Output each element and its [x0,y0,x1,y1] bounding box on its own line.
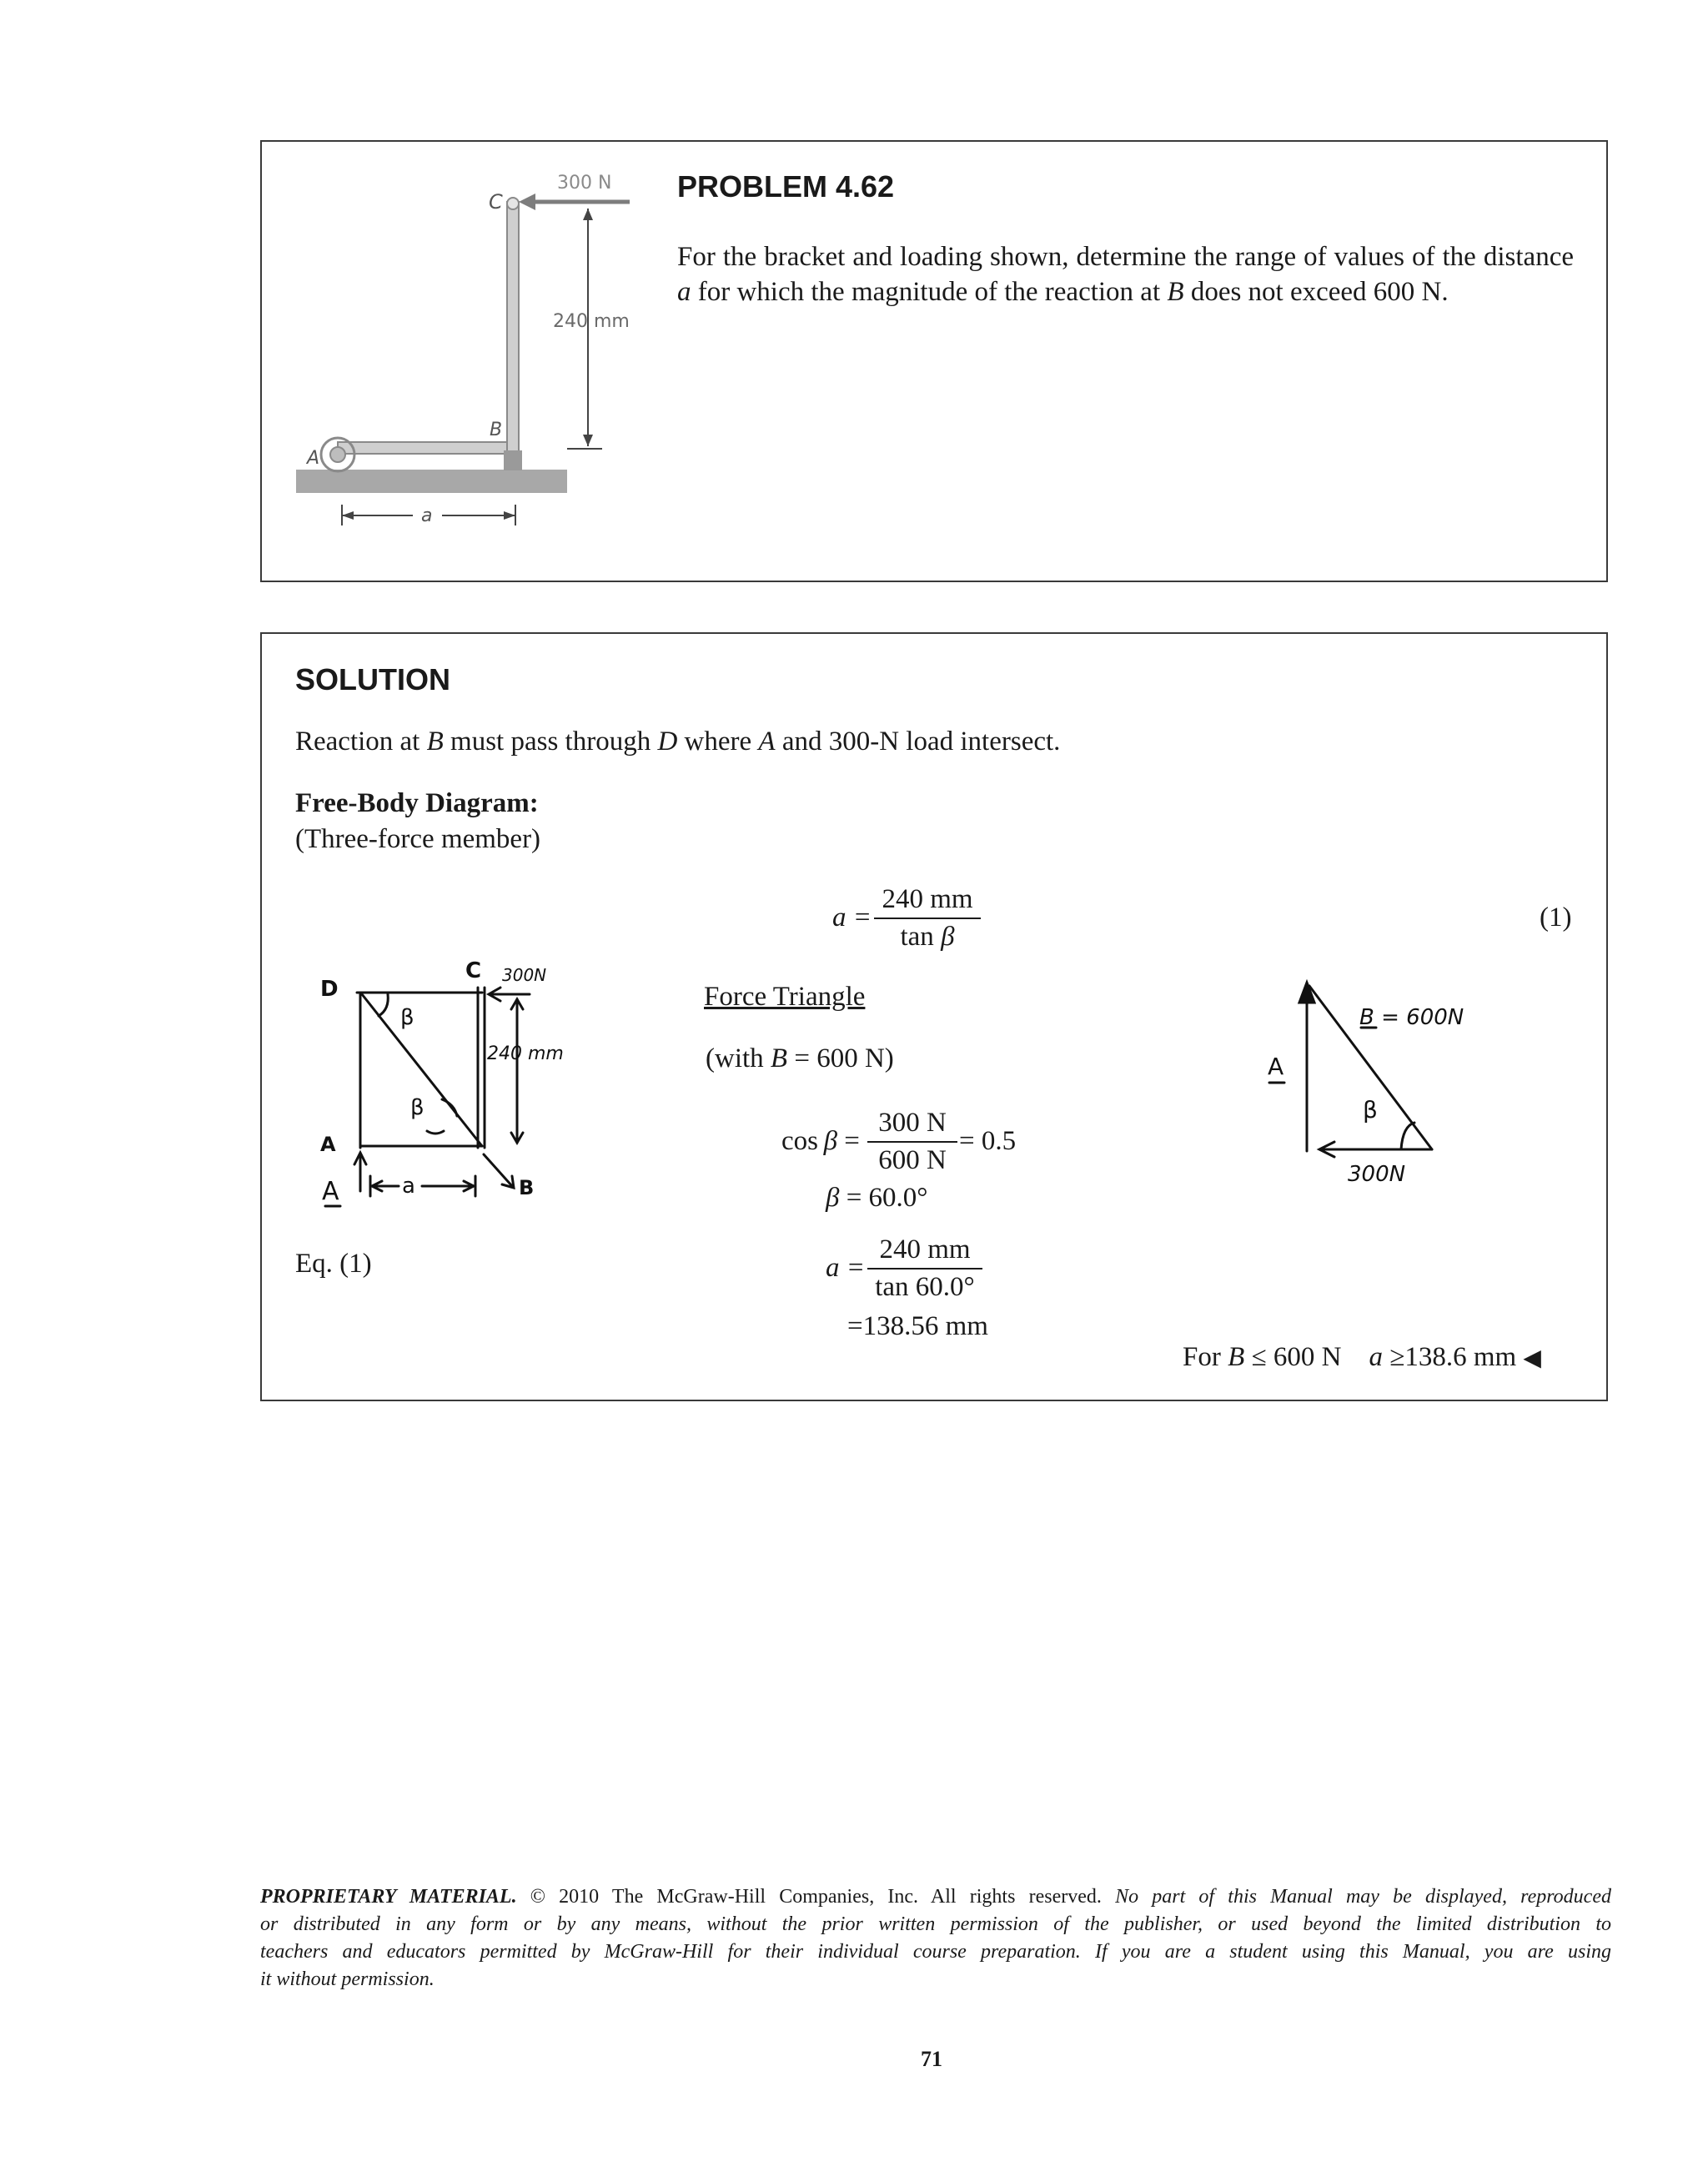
a-eq-num: 240 mm [867,1233,982,1269]
a-eq-a: a [826,1253,840,1283]
eq1-den-fn: tan [900,922,934,952]
final-a: a [1369,1342,1383,1372]
label-300n: 300 N [557,173,612,194]
beta-rhs: = 60.0° [846,1183,928,1213]
cos-num: 300 N [867,1106,957,1143]
eq1-lhs: a = [832,902,872,933]
fbd-b-vec: B [519,1176,535,1199]
final-pre: For [1183,1342,1228,1372]
a-eq-fraction [867,1233,982,1305]
cos-lhs: cos β = [781,1126,860,1156]
ground [296,470,567,493]
triangle-load: 300N [1348,1162,1406,1187]
eq1-fraction [874,882,981,954]
label-c: C [489,190,503,214]
fbd-d: D [320,977,339,1002]
text-segment: A [758,727,776,757]
a-eq-lhs: a = [826,1253,866,1283]
text-segment: for which the magnitude of the reaction at [691,277,1168,307]
final-mark-icon: ◀ [1523,1344,1541,1371]
cos-fn: cos [781,1126,818,1156]
fbd-c: C [465,958,482,983]
fbd-a-vec: A [322,1177,339,1206]
eq1-num: 240 mm [874,882,981,919]
vertical-arm [507,202,519,452]
text-segment: a [677,277,691,307]
footer-copyright: © 2010 The McGraw-Hill Companies, Inc. All rights reserved. [516,1886,1116,1908]
fbd-label: Free-Body Diagram: [295,788,539,818]
beta-eq [826,1183,928,1214]
reaction-statement-text [295,727,1060,757]
text-segment: D [657,727,678,757]
a-eq-den: tan 60.0° [875,1272,975,1302]
bracket-figure [292,167,659,559]
text-segment: must pass through [443,727,658,757]
pin-a-inner [330,447,345,462]
text-segment: B [1167,277,1184,307]
fbd-dim-a: a [402,1174,415,1199]
horizontal-arm [338,442,513,454]
fbd-a-point: A [320,1133,336,1156]
beta-var: β [826,1183,840,1213]
eq1-den [874,919,981,954]
label-b: B [490,420,503,440]
fbd-sub: (Three-force member) [295,824,541,854]
a-eq-result: =138.56 mm [847,1311,988,1341]
eq1-a: a [832,902,846,933]
text-segment: B [426,727,444,757]
fbd-sketch [309,958,584,1208]
text-segment: Reaction at [295,727,427,757]
footer-bold-lead: PROPRIETARY MATERIAL. [260,1886,517,1908]
label-a: A [307,448,320,469]
reaction-statement [295,724,1060,759]
triangle-a-label: A [1268,1053,1284,1080]
final-answer [1183,1340,1541,1375]
cos-rhs: = 0.5 [959,1126,1017,1156]
with-b-var: B [770,1043,788,1073]
solution-title: SOLUTION [295,662,450,696]
problem-statement-text [677,242,1574,307]
eq1-tag: (1) [1540,902,1572,933]
with-b-open: (with [706,1043,771,1073]
triangle-b-label: B = 600N [1359,1005,1464,1030]
final-ans: ≥138.6 mm [1382,1342,1517,1372]
footer-line4: it without permission. [260,1968,435,1990]
support-b [504,450,522,470]
fbd-beta2: β [410,1095,424,1120]
text-segment: where [677,727,759,757]
cos-den: 600 N [878,1145,947,1175]
with-b-condition [706,1041,894,1076]
with-b-rest: = 600 N) [787,1043,894,1073]
footer-line3: teachers and educators permitted by McGraw-Hill for their individual course preparation. If you are a student using this Manual, you are using [260,1941,1611,1963]
footer-rest-line1: No part of this Manual may be displayed, reproduced [1115,1886,1611,1908]
text-segment: For the bracket and loading shown, determine the range of values of the distance [677,242,1574,272]
footer-line1 [260,1883,1611,1911]
final-cond: ≤ 600 N [1244,1342,1342,1372]
text-segment: and 300-N load intersect. [775,727,1061,757]
load-arrow [519,194,535,210]
label-240mm: 240 mm [553,311,630,332]
text-segment: does not exceed 600 N. [1183,277,1449,307]
eq1-den-var: β [941,922,955,952]
triangle-beta: β [1363,1096,1378,1124]
fbd-height: 240 mm [487,1043,564,1064]
fbd-load: 300N [502,965,547,985]
eq-ref: Eq. (1) [295,1249,372,1279]
page-number: 71 [921,2047,942,2071]
problem-title: PROBLEM 4.62 [677,169,895,204]
force-triangle-label: Force Triangle [704,982,866,1012]
final-var: B [1228,1342,1245,1372]
force-triangle-sketch [1261,976,1494,1193]
cos-var: β [823,1126,838,1156]
fbd-beta1: β [400,1005,414,1030]
cos-fraction [867,1106,957,1178]
pin-c [507,198,519,209]
footer-line2: or distributed in any form or by any means, without the prior written permission of the publisher, or used beyond the limited distribution to [260,1913,1611,1935]
footer-notice [260,1883,1611,1993]
problem-statement [677,239,1574,309]
label-dim-a: a [421,505,433,526]
